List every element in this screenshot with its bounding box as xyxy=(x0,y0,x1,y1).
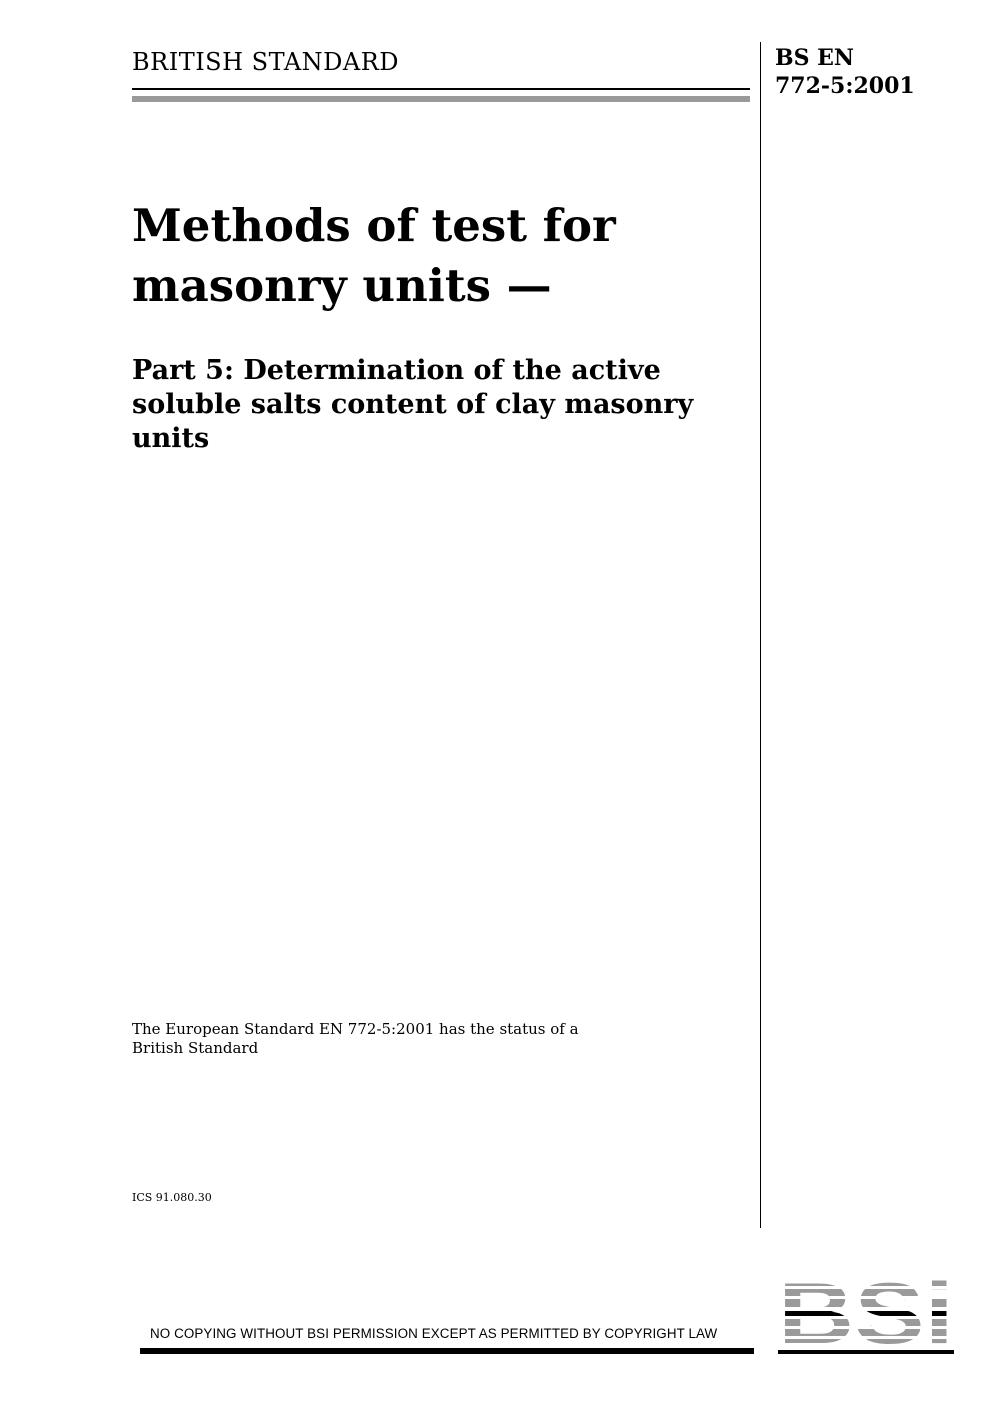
status-note-line2: British Standard xyxy=(132,1039,259,1057)
document-number-line2: 772-5:2001 xyxy=(775,73,915,99)
bsi-logo xyxy=(778,1278,954,1354)
document-title xyxy=(132,196,732,316)
ics-code: ICS 91.080.30 xyxy=(132,1191,212,1204)
document-number xyxy=(775,44,915,100)
vertical-divider xyxy=(760,42,761,1228)
status-note-line1: The European Standard EN 772-5:2001 has the status of a xyxy=(132,1020,579,1038)
document-subtitle xyxy=(132,354,742,456)
footer-rule xyxy=(140,1348,754,1354)
standard-type-label: BRITISH STANDARD xyxy=(132,48,400,76)
subtitle-line1: Part 5: Determination of the active xyxy=(132,355,661,386)
title-line2: masonry units — xyxy=(132,259,552,312)
subtitle-line2: soluble salts content of clay masonry xyxy=(132,389,694,420)
status-note xyxy=(132,1020,579,1058)
header-rule-black xyxy=(132,88,750,90)
title-line1: Methods of test for xyxy=(132,199,616,252)
copyright-notice: NO COPYING WITHOUT BSI PERMISSION EXCEPT AS PERMITTED BY COPYRIGHT LAW xyxy=(150,1326,718,1341)
header-rule-grey xyxy=(132,96,750,102)
subtitle-line3: units xyxy=(132,423,210,454)
document-number-line1: BS EN xyxy=(775,45,855,71)
